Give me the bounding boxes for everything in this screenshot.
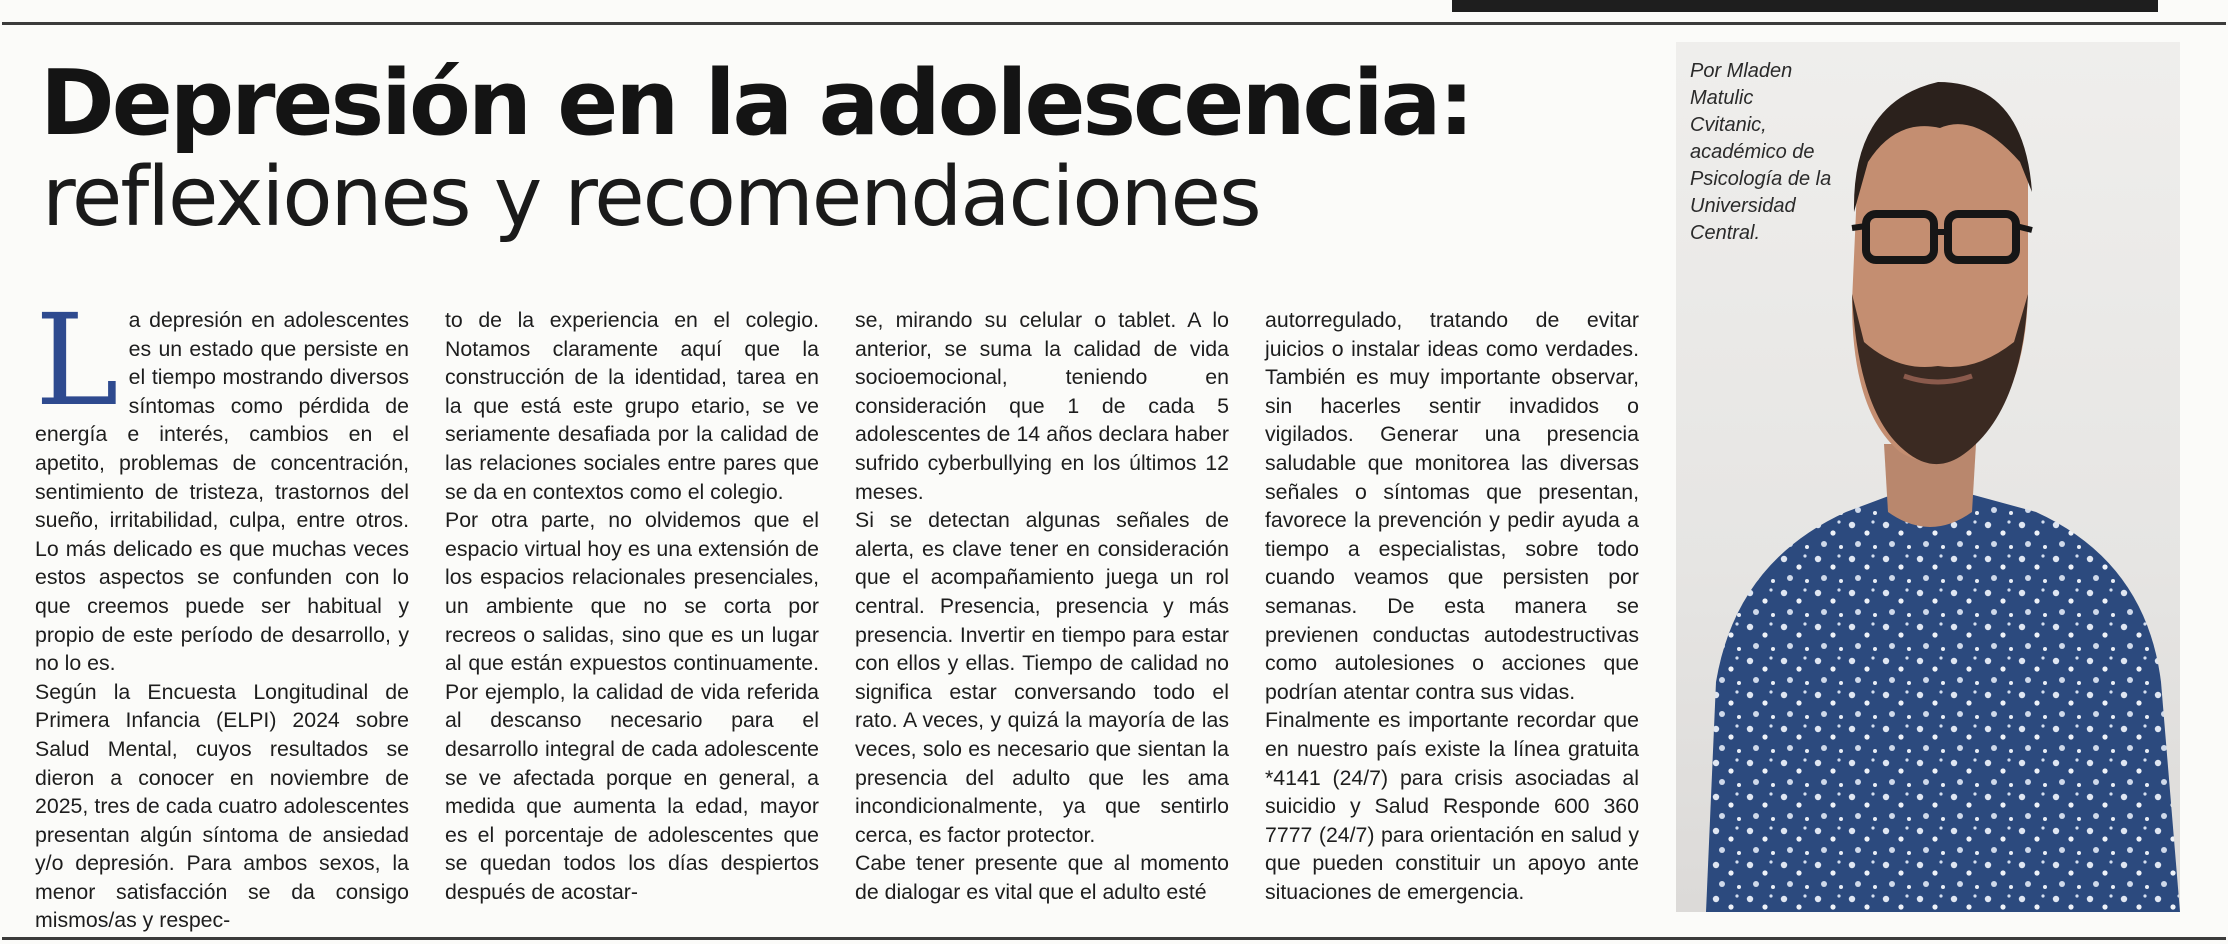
byline-line: Central. xyxy=(1690,222,1761,244)
column-2 xyxy=(445,306,819,906)
paragraph: autorregulado, tratando de evitar juicios o instalar ideas como verdades. También es muy importante observar, sin hacerles sentir invadidos o vigilados. Generar una presencia saludable que monitorea las diversas señales o síntomas que presentan, favorece la prevención y pedir ayuda a tiempo a especialistas, sobre todo cuando veamos que persisten por semanas. De esta manera se previenen conductas autodestructivas como autolesiones o acciones que podrían atentar contra sus vidas. xyxy=(1265,308,1639,704)
article-body xyxy=(35,287,1655,933)
dropcap: L xyxy=(35,287,119,434)
byline-line: Psicología de la xyxy=(1690,168,1832,190)
paragraph: Finalmente es importante recordar que en nuestro país existe la línea gratuita *4141 (24/7) para crisis asociadas al suicidio y Salud Responde 600 360 7777 (24/7) para orientación en salud y que pueden constituir un apoyo ante situaciones de emergencia. xyxy=(1265,708,1639,904)
byline-line: Por Mladen xyxy=(1690,60,1793,82)
paragraph: a depresión en adolescentes es un estado que persiste en el tiempo mostrando diversos síntomas como pérdida de energía e interés, cambios en el apetito, problemas de concentración, sentimiento de tristeza, trastornos del sueño, irritabilidad, culpa, entre otros. Lo más delicado es que muchas veces estos aspectos se confunden con lo que creemos puede ser habitual y propio de este período de desarrollo, y no lo es. xyxy=(35,308,409,676)
top-rule xyxy=(2,22,2226,25)
adjacent-photo-strip xyxy=(1452,0,2158,12)
byline xyxy=(1690,58,1890,247)
paragraph: Según la Encuesta Longitudinal de Primera Infancia (ELPI) 2024 sobre Salud Mental, cuyos resultados se dieron a conocer en noviembre de 2025, tres de cada cuatro adolescentes presentan algún síntoma de ansiedad y/o depresión. Para ambos sexos, la menor satisfacción se da consigo mismos/as y respec- xyxy=(35,679,409,933)
subheadline: reflexiones y recomendaciones xyxy=(42,150,1260,245)
byline-line: Cvitanic, xyxy=(1690,114,1767,136)
paragraph: to de la experiencia en el colegio. Notamos claramente aquí que la construcción de la identidad, tarea en la que está este grupo etario, se ve seriamente desafiada por la calidad de las relaciones sociales entre pares que se da en contextos como el colegio. xyxy=(445,308,819,504)
column-1 xyxy=(35,287,409,935)
column-3 xyxy=(855,306,1229,906)
paragraph: Si se detectan algunas señales de alerta, es clave tener en consideración que el acompañamiento juega un rol central. Presencia, presencia y más presencia. Invertir en tiempo para estar con ellos y ellas. Tiempo de calidad no significa estar conversando todo el rato. A veces, y quizá la mayoría de las veces, solo es necesario que sientan la presencia del adulto que les ama incondicionalmente, ya que sentirlo cerca, es factor protector. xyxy=(855,508,1229,847)
headline: Depresión en la adolescencia: xyxy=(40,51,1472,156)
byline-line: académico de xyxy=(1690,141,1815,163)
paragraph: Por otra parte, no olvidemos que el espacio virtual hoy es una extensión de los espacios relacionales presenciales, un ambiente que no se corta por recreos o salidas, sino que es un lugar al que están expuestos continuamente. Por ejemplo, la calidad de vida referida al descanso necesario para el desarrollo integral de cada adolescente se ve afectada porque en general, a medida que aumenta la edad, mayor es el porcentaje de adolescentes que se quedan todos los días despiertos después de acostar- xyxy=(445,508,819,904)
byline-line: Matulic xyxy=(1690,87,1754,109)
paragraph: se, mirando su celular o tablet. A lo anterior, se suma la calidad de vida socioemocional, teniendo en consideración que 1 de cada 5 adolescentes de 14 años declara haber sufrido cyberbullying en los últimos 12 meses. xyxy=(855,308,1229,504)
column-4 xyxy=(1265,306,1639,906)
byline-line: Universidad xyxy=(1690,195,1796,217)
bottom-rule xyxy=(2,937,2226,940)
paragraph: Cabe tener presente que al momento de dialogar es vital que el adulto esté xyxy=(855,851,1229,904)
author-photo xyxy=(1676,42,2180,912)
